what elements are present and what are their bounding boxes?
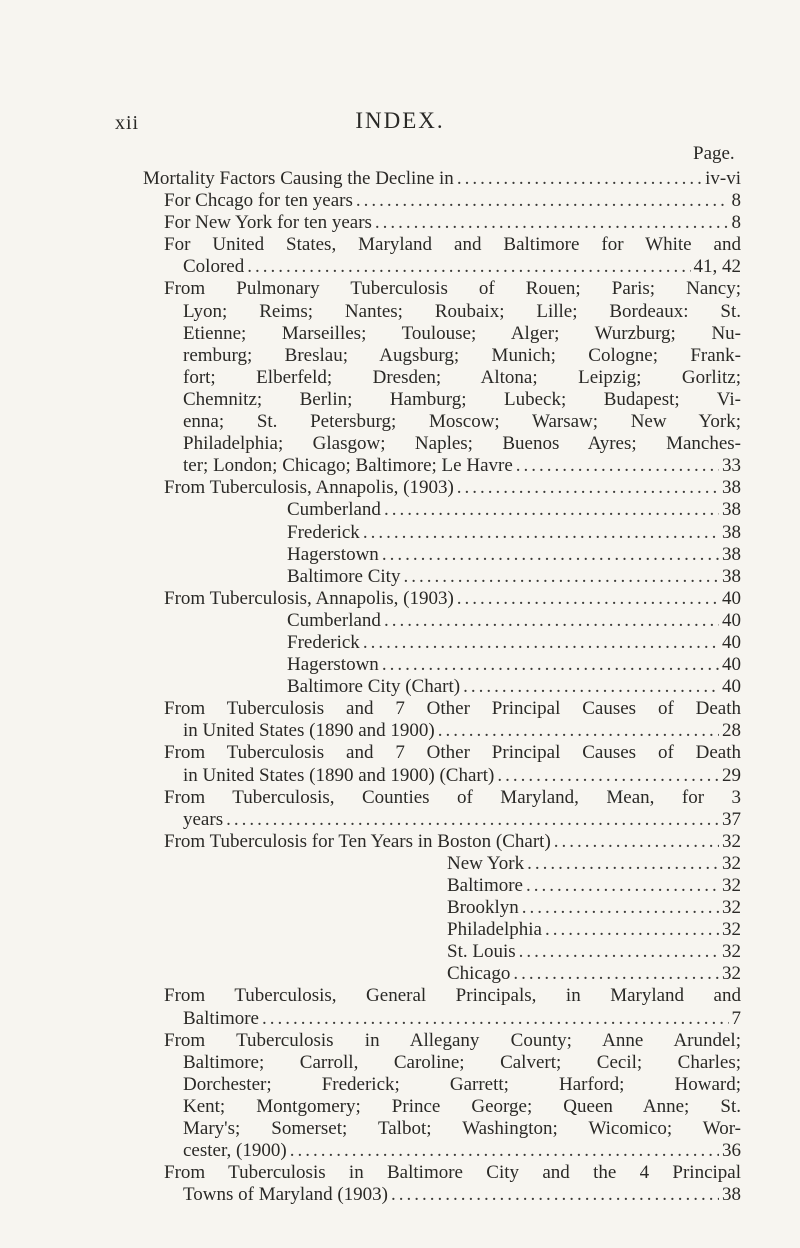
dot-leader xyxy=(457,168,702,190)
dot-leader xyxy=(513,963,719,985)
index-entry xyxy=(143,323,741,345)
dot-leader xyxy=(522,897,719,919)
index-entry xyxy=(143,787,741,809)
index-entries xyxy=(143,168,741,1206)
entry-text: Cumberland xyxy=(287,609,381,631)
entry-text: For Chcago for ten years xyxy=(164,190,353,212)
index-entry xyxy=(143,985,741,1007)
dot-leader xyxy=(247,256,690,278)
index-entry xyxy=(143,212,741,234)
index-entry xyxy=(143,544,741,566)
index-entry xyxy=(143,875,741,897)
entry-text: enna; St. Petersburg; Moscow; Warsaw; New York; xyxy=(183,411,741,433)
index-entry xyxy=(143,897,741,919)
entry-text: From Pulmonary Tuberculosis of Rouen; Paris; Nancy; xyxy=(164,278,741,300)
dot-leader xyxy=(527,853,719,875)
index-entry xyxy=(143,389,741,411)
entry-text: Chicago xyxy=(447,963,511,985)
dot-leader xyxy=(497,765,719,787)
index-entry xyxy=(143,168,741,190)
entry-text: Etienne; Marseilles; Toulouse; Alger; Wurzburg; Nu- xyxy=(183,322,741,344)
dot-leader xyxy=(526,875,719,897)
entry-page-number: 38 xyxy=(722,499,741,521)
index-entry xyxy=(143,455,741,477)
entry-text: From Tuberculosis, Annapolis, (1903) xyxy=(164,477,454,499)
entry-page-number: 32 xyxy=(722,919,741,941)
index-entry xyxy=(143,433,741,455)
entry-page-number: 32 xyxy=(722,963,741,985)
index-entry xyxy=(143,1096,741,1118)
entry-text: cester, (1900) xyxy=(183,1140,287,1162)
entry-text: Kent; Montgomery; Prince George; Queen Anne; St. xyxy=(183,1095,741,1117)
entry-page-number: 38 xyxy=(722,543,741,565)
index-entry xyxy=(143,720,741,742)
index-entry xyxy=(143,499,741,521)
dot-leader xyxy=(519,941,719,963)
entry-text: From Tuberculosis, General Principals, in Maryland and xyxy=(164,985,741,1007)
index-entry xyxy=(143,919,741,941)
entry-text: For United States, Maryland and Baltimore for White and xyxy=(164,234,741,256)
index-entry xyxy=(143,278,741,300)
index-entry xyxy=(143,853,741,875)
entry-text: Baltimore xyxy=(183,1007,259,1029)
dot-leader xyxy=(363,522,719,544)
dot-leader xyxy=(375,212,729,234)
entry-text: For New York for ten years xyxy=(164,212,372,234)
entry-page-number: 36 xyxy=(722,1140,741,1162)
entry-text: Hagerstown xyxy=(287,543,379,565)
index-entry xyxy=(143,742,741,764)
index-entry xyxy=(143,477,741,499)
entry-text: Brooklyn xyxy=(447,897,519,919)
index-entry xyxy=(143,831,741,853)
entry-page-number: 32 xyxy=(722,897,741,919)
entry-page-number: 38 xyxy=(722,1184,741,1206)
dot-leader xyxy=(290,1140,719,1162)
index-entry xyxy=(143,1140,741,1162)
entry-page-number: 32 xyxy=(722,852,741,874)
index-entry xyxy=(143,1030,741,1052)
entry-text: Frederick xyxy=(287,521,360,543)
entry-page-number: 38 xyxy=(722,565,741,587)
entry-page-number: iv-vi xyxy=(705,168,741,189)
index-entry xyxy=(143,411,741,433)
entry-text: From Tuberculosis, Counties of Maryland, Mean, for 3 xyxy=(164,786,741,808)
entry-text: in United States (1890 and 1900) xyxy=(183,720,435,742)
index-entry xyxy=(143,1074,741,1096)
entry-page-number: 32 xyxy=(722,941,741,963)
index-entry xyxy=(143,698,741,720)
dot-leader xyxy=(363,632,719,654)
index-entry xyxy=(143,765,741,787)
index-entry xyxy=(143,1118,741,1140)
entry-text: years xyxy=(183,808,224,830)
index-entry xyxy=(143,234,741,256)
dot-leader xyxy=(384,499,719,521)
index-entry xyxy=(143,1008,741,1030)
entry-page-number: 32 xyxy=(722,875,741,896)
index-entry xyxy=(143,345,741,367)
index-entry xyxy=(143,809,741,831)
entry-text: Frederick xyxy=(287,631,360,653)
entry-text: From Tuberculosis, Annapolis, (1903) xyxy=(164,587,454,609)
entry-text: Mary's; Somerset; Talbot; Washington; Wicomico; Wor- xyxy=(183,1118,741,1140)
index-entry xyxy=(143,676,741,698)
entry-page-number: 33 xyxy=(722,455,741,477)
index-entry xyxy=(143,1052,741,1074)
entry-text: Colored xyxy=(183,256,245,278)
entry-text: Mortality Factors Causing the Decline in xyxy=(143,168,454,189)
index-entry xyxy=(143,1184,741,1206)
entry-text: Lyon; Reims; Nantes; Roubaix; Lille; Bordeaux: St. xyxy=(183,300,741,322)
entry-page-number: 40 xyxy=(722,676,741,698)
entry-page-number: 40 xyxy=(722,654,741,676)
entry-page-number: 8 xyxy=(731,190,741,212)
entry-page-number: 38 xyxy=(722,521,741,543)
dot-leader xyxy=(262,1008,729,1030)
entry-page-number: 7 xyxy=(731,1007,741,1029)
entry-page-number: 41, 42 xyxy=(693,256,741,278)
index-entry xyxy=(143,301,741,323)
entry-text: From Tuberculosis in Allegany County; Anne Arundel; xyxy=(164,1029,741,1051)
index-entry xyxy=(143,190,741,212)
dot-leader xyxy=(382,654,719,676)
dot-leader xyxy=(356,190,729,212)
entry-page-number: 37 xyxy=(722,808,741,830)
dot-leader xyxy=(457,477,719,499)
entry-text: From Tuberculosis for Ten Years in Boston (Chart) xyxy=(164,830,551,852)
index-entry xyxy=(143,610,741,632)
index-entry xyxy=(143,632,741,654)
entry-page-number: 8 xyxy=(731,212,741,234)
entry-text: Baltimore City (Chart) xyxy=(287,676,461,698)
entry-page-number: 28 xyxy=(722,720,741,742)
entry-text: Towns of Maryland (1903) xyxy=(183,1184,388,1206)
running-head: INDEX. xyxy=(355,108,445,133)
index-entry xyxy=(143,654,741,676)
dot-leader xyxy=(391,1184,719,1206)
index-entry xyxy=(143,588,741,610)
entry-text: From Tuberculosis and 7 Other Principal Causes of Death xyxy=(164,698,741,720)
entry-text: Dorchester; Frederick; Garrett; Harford; Howard; xyxy=(183,1073,741,1095)
entry-text: fort; Elberfeld; Dresden; Altona; Leipzig; Gorlitz; xyxy=(183,366,741,388)
entry-text: remburg; Breslau; Augsburg; Munich; Cologne; Frank- xyxy=(183,344,741,366)
dot-leader xyxy=(382,544,719,566)
entry-page-number: 38 xyxy=(722,477,741,499)
index-entry xyxy=(143,963,741,985)
entry-text: St. Louis xyxy=(447,941,516,963)
folio-number: xii xyxy=(115,112,140,134)
dot-leader xyxy=(554,831,719,853)
dot-leader xyxy=(226,809,719,831)
entry-text: in United States (1890 and 1900) (Chart) xyxy=(183,764,495,786)
entry-page-number: 29 xyxy=(722,764,741,786)
index-entry xyxy=(143,941,741,963)
dot-leader xyxy=(384,610,719,632)
index-entry xyxy=(143,1162,741,1184)
dot-leader xyxy=(545,919,719,941)
entry-text: From Tuberculosis and 7 Other Principal Causes of Death xyxy=(164,742,741,764)
entry-text: Philadelphia; Glasgow; Naples; Buenos Ayres; Manches- xyxy=(183,433,741,455)
dot-leader xyxy=(516,455,719,477)
entry-text: Cumberland xyxy=(287,499,381,521)
entry-page-number: 40 xyxy=(722,587,741,609)
dot-leader xyxy=(457,588,719,610)
index-entry xyxy=(143,522,741,544)
dot-leader xyxy=(463,676,719,698)
dot-leader xyxy=(438,720,719,742)
entry-text: Baltimore xyxy=(447,875,523,896)
entry-text: New York xyxy=(447,852,525,874)
entry-text: Chemnitz; Berlin; Hamburg; Lubeck; Budapest; Vi- xyxy=(183,388,741,410)
entry-page-number: 32 xyxy=(722,830,741,852)
entry-text: Philadelphia xyxy=(447,919,542,941)
entry-text: ter; London; Chicago; Baltimore; Le Havre xyxy=(183,455,513,477)
entry-text: Baltimore City xyxy=(287,565,401,587)
entry-text: Baltimore; Carroll, Caroline; Calvert; Cecil; Charles; xyxy=(183,1051,741,1073)
index-entry xyxy=(143,256,741,278)
entry-page-number: 40 xyxy=(722,631,741,653)
entry-text: Hagerstown xyxy=(287,654,379,676)
dot-leader xyxy=(403,566,719,588)
page-column-label: Page. xyxy=(693,143,735,164)
index-entry xyxy=(143,367,741,389)
index-entry xyxy=(143,566,741,588)
entry-page-number: 40 xyxy=(722,609,741,631)
entry-text: From Tuberculosis in Baltimore City and the 4 Principal xyxy=(164,1162,741,1184)
